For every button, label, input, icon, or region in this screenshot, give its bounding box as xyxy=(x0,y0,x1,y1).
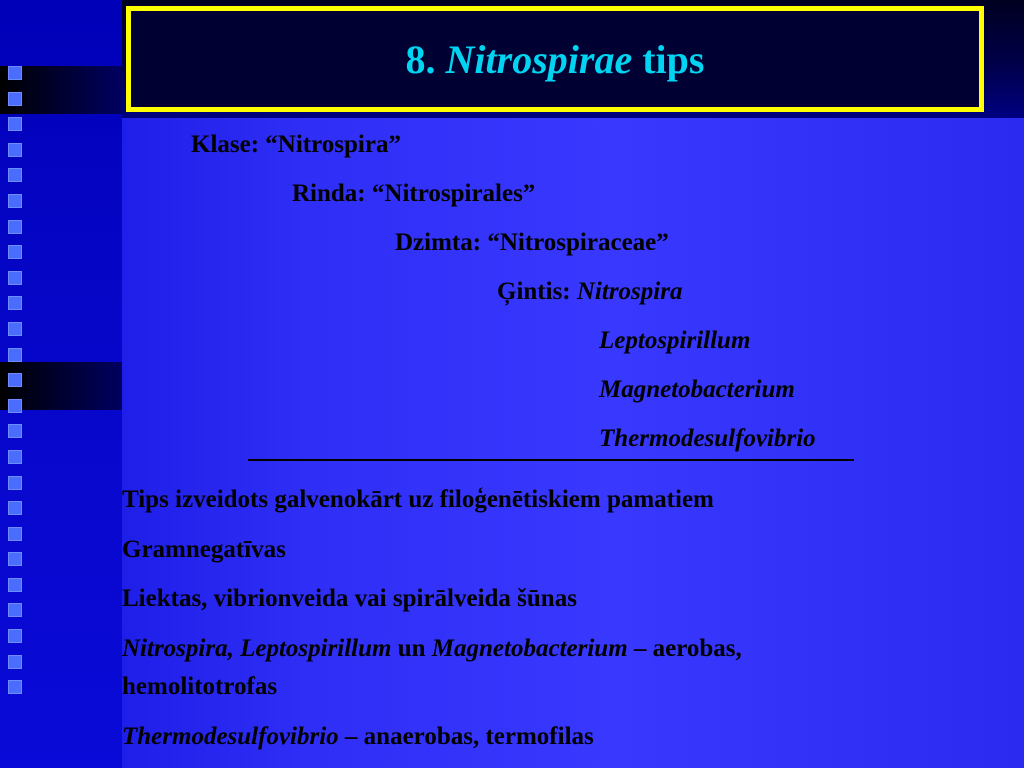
genus-item: Magnetobacterium xyxy=(599,376,795,403)
bullet-conjunction: un xyxy=(391,635,432,662)
square-shape xyxy=(8,450,22,464)
class-label: Klase: xyxy=(191,131,260,158)
decorative-squares xyxy=(8,66,24,706)
square-shape xyxy=(8,424,22,438)
order-value: “Nitrospirales” xyxy=(371,180,536,207)
bullet-text: Gramnegatīvas xyxy=(122,536,286,563)
family-label: Dzimta: xyxy=(395,229,482,256)
order-label: Rinda: xyxy=(292,180,366,207)
genus-item: Thermodesulfovibrio xyxy=(599,425,816,452)
bullet-line xyxy=(122,722,594,752)
square-shape xyxy=(8,271,22,285)
square-shape xyxy=(8,117,22,131)
square-shape xyxy=(8,373,22,387)
square-shape xyxy=(8,92,22,106)
genus-line xyxy=(497,277,682,307)
genus-label: Ģintis: xyxy=(497,278,571,305)
square-shape xyxy=(8,578,22,592)
bullet-genus: Thermodesulfovibrio xyxy=(122,723,339,750)
title-number: 8. xyxy=(405,36,436,82)
bullet-genera: Nitrospira, Leptospirillum xyxy=(122,635,392,662)
square-shape xyxy=(8,552,22,566)
class-value: “Nitrospira” xyxy=(265,131,401,158)
square-shape xyxy=(8,348,22,362)
bullet-line xyxy=(122,634,742,664)
square-shape xyxy=(8,629,22,643)
square-shape xyxy=(8,603,22,617)
square-shape xyxy=(8,322,22,336)
square-shape xyxy=(8,220,22,234)
square-shape xyxy=(8,66,22,80)
square-shape xyxy=(8,296,22,310)
slide-title xyxy=(406,36,705,83)
genus-item: Nitrospira xyxy=(576,278,683,305)
square-shape xyxy=(8,501,22,515)
family-line xyxy=(395,228,669,258)
bullet-description: – anaerobas, termofilas xyxy=(338,723,594,750)
title-rank: tips xyxy=(642,36,705,82)
family-value: “Nitrospiraceae” xyxy=(487,229,669,256)
bullet-genus: Magnetobacterium xyxy=(431,635,628,662)
divider-line xyxy=(248,459,854,461)
square-shape xyxy=(8,168,22,182)
square-shape xyxy=(8,476,22,490)
bullet-text: Tips izveidots galvenokārt uz filoģenētiskiem pamatiem xyxy=(122,486,714,513)
title-frame xyxy=(126,6,984,112)
square-shape xyxy=(8,143,22,157)
title-taxon: Nitrospirae xyxy=(445,36,633,82)
genus-item: Leptospirillum xyxy=(599,327,751,354)
class-line xyxy=(191,130,401,160)
order-line xyxy=(292,179,535,209)
square-shape xyxy=(8,194,22,208)
bullet-continuation: hemolitotrofas xyxy=(122,673,278,700)
square-shape xyxy=(8,680,22,694)
square-shape xyxy=(8,245,22,259)
square-shape xyxy=(8,527,22,541)
bullet-text: Liektas, vibrionveida vai spirālveida šūnas xyxy=(122,585,577,612)
square-shape xyxy=(8,655,22,669)
bullet-description: – aerobas, xyxy=(627,635,742,662)
square-shape xyxy=(8,399,22,413)
